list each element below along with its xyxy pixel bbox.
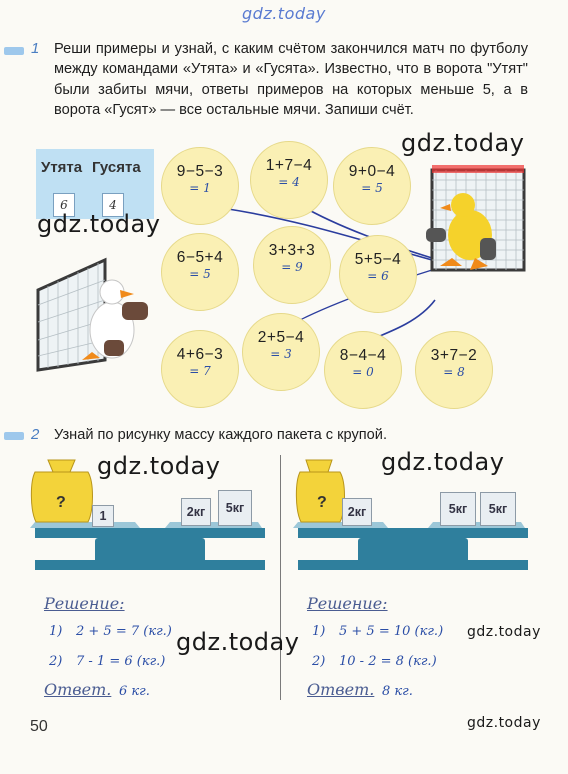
solution-right-n1: 1)	[312, 624, 326, 639]
task2-number: 2	[31, 426, 40, 443]
ball-expression: 2+5−4	[257, 329, 305, 346]
ball-expression: 4+6−3	[176, 346, 224, 363]
ball-4	[161, 233, 239, 311]
watermark: gdz.today	[37, 210, 161, 238]
solution-left-line1: 2 + 5 = 7 (кг.)	[76, 624, 172, 639]
task1-number: 1	[31, 40, 40, 57]
ball-3	[333, 147, 411, 225]
solution-right-n2: 2)	[312, 654, 326, 669]
ball-10	[415, 331, 493, 409]
weight-right-1: 2кг	[342, 498, 372, 526]
weight-left-3: 5кг	[218, 490, 252, 526]
solution-left-line2: 7 - 1 = 6 (кг.)	[76, 654, 166, 669]
team2-label: Гусята	[92, 159, 141, 176]
bag-question-left: ?	[56, 494, 66, 511]
answer-label-right: Ответ.	[307, 680, 375, 699]
ball-answer: = 3	[270, 347, 292, 361]
ball-8	[242, 313, 320, 391]
ball-answer: = 8	[443, 365, 465, 379]
ball-expression: 5+5−4	[354, 251, 402, 268]
solution-right-line1: 5 + 5 = 10 (кг.)	[339, 624, 444, 639]
task1-text: Реши примеры и узнай, с каким счётом закончился матч по футболу между командами «Утята» и «Гусята». Известно, что в ворота "Утят" были забиты мячи, ответы примеров на которых меньше 5, а в ворота «Гусят» — все остальные мячи. Запиши счёт.	[54, 41, 528, 118]
team1-score: 6	[53, 193, 75, 217]
watermark-top: gdz.today	[242, 4, 326, 23]
ball-answer: = 5	[361, 181, 383, 195]
bag-question-right: ?	[317, 494, 327, 511]
ball-expression: 3+3+3	[268, 242, 316, 259]
ball-5	[253, 226, 331, 304]
watermark: gdz.today	[401, 129, 525, 157]
right-goal	[426, 165, 524, 270]
team1-label: Утята	[41, 159, 83, 176]
ball-2	[250, 141, 328, 219]
ball-expression: 9+0−4	[348, 163, 396, 180]
weight-left-2: 2кг	[181, 498, 211, 526]
ball-expression: 8−4−4	[339, 347, 387, 364]
ball-6	[339, 235, 417, 313]
ball-expression: 3+7−2	[430, 347, 478, 364]
watermark: gdz.today	[97, 452, 221, 480]
ball-expression: 1+7−4	[265, 157, 313, 174]
weight-right-2: 5кг	[440, 492, 476, 526]
answer-right: 8 кг.	[382, 684, 413, 699]
task2-text: Узнай по рисунку массу каждого пакета с крупой.	[54, 427, 388, 443]
solution-heading-left: Решение:	[44, 594, 125, 613]
weight-left-1: 1	[92, 505, 114, 527]
ball-1	[161, 147, 239, 225]
ball-9	[324, 331, 402, 409]
team2-score: 4	[102, 193, 124, 217]
left-goal	[38, 260, 148, 370]
watermark: gdz.today	[176, 628, 300, 656]
solution-right-line2: 10 - 2 = 8 (кг.)	[339, 654, 437, 669]
task-marker	[4, 432, 24, 440]
watermark-small: gdz.today	[467, 715, 541, 731]
solution-left-n1: 1)	[49, 624, 63, 639]
ball-answer: = 4	[278, 175, 300, 189]
solution-left-n2: 2)	[49, 654, 63, 669]
weight-right-3: 5кг	[480, 492, 516, 526]
ball-answer: = 9	[281, 260, 303, 274]
ball-answer: = 0	[352, 365, 374, 379]
ball-answer: = 1	[189, 181, 211, 195]
watermark: gdz.today	[381, 448, 505, 476]
page-number: 50	[30, 718, 48, 735]
ball-answer: = 7	[189, 364, 211, 378]
answer-left: 6 кг.	[119, 684, 150, 699]
ball-expression: 9−5−3	[176, 163, 224, 180]
ball-answer: = 5	[189, 267, 211, 281]
ball-expression: 6−5+4	[176, 249, 224, 266]
ball-answer: = 6	[367, 269, 389, 283]
solution-heading-right: Решение:	[307, 594, 388, 613]
watermark-small: gdz.today	[467, 624, 541, 640]
answer-label-left: Ответ.	[44, 680, 112, 699]
ball-7	[161, 330, 239, 408]
